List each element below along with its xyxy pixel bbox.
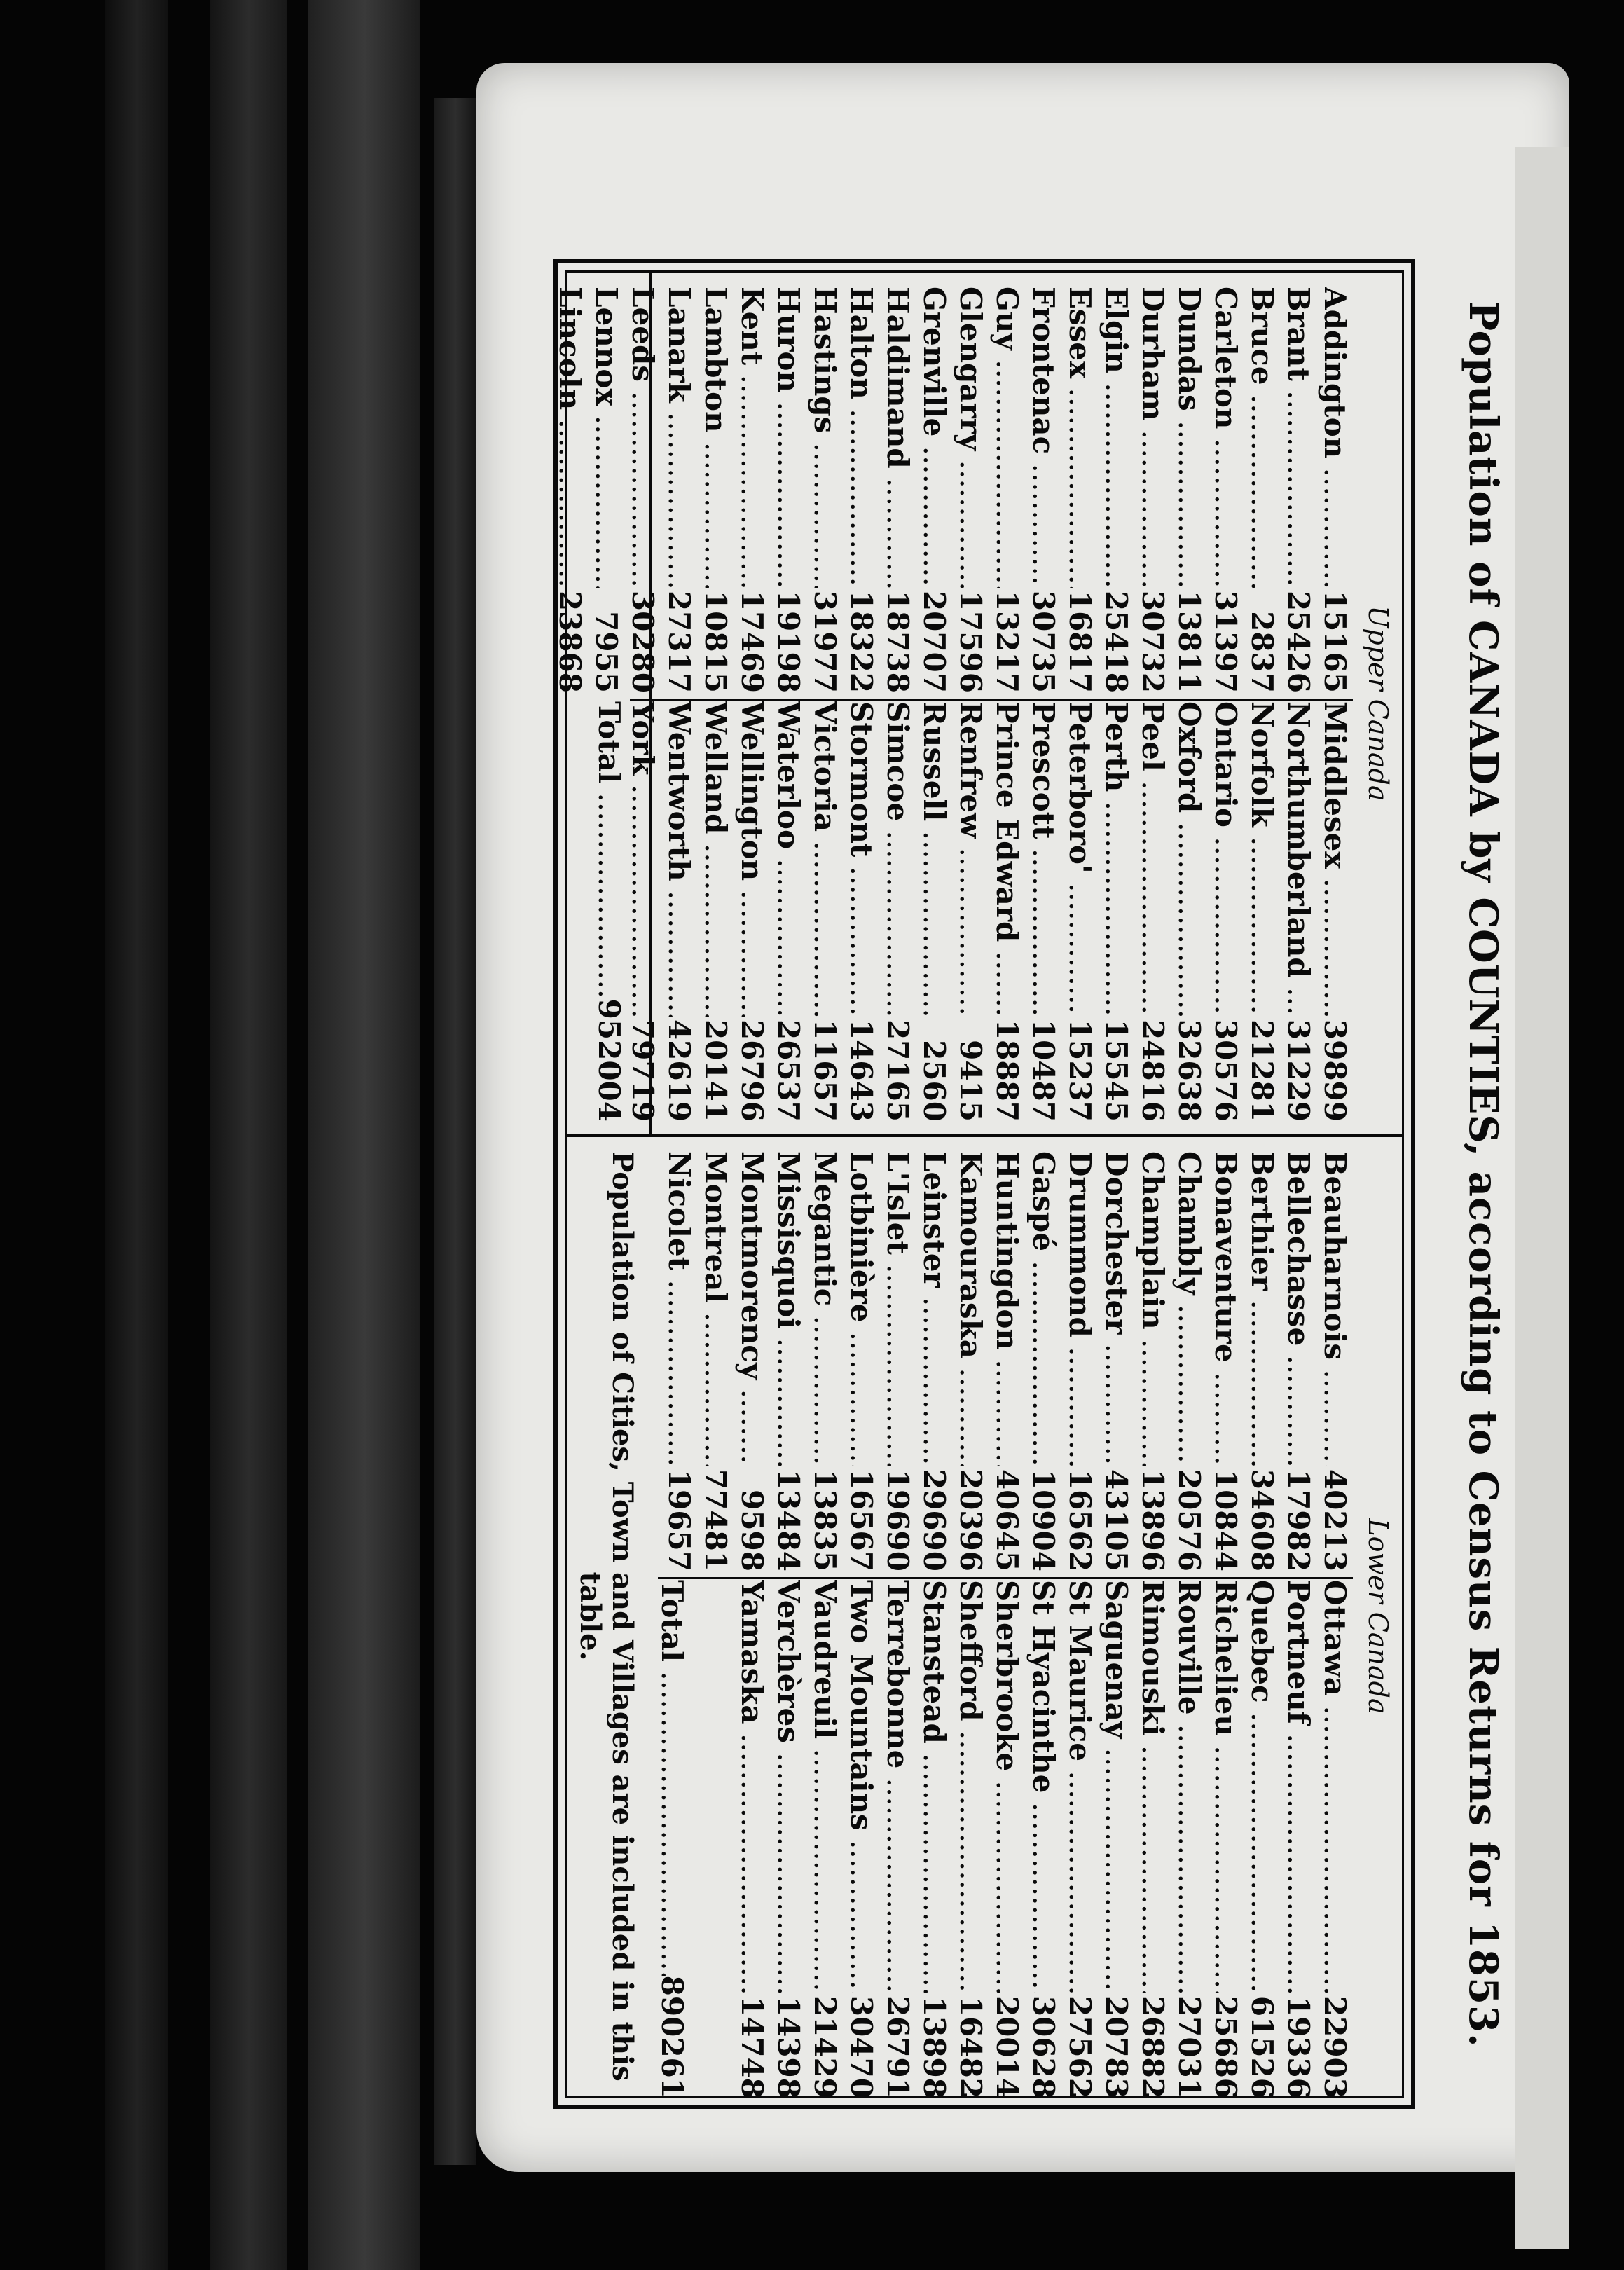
county-name: Lotbinière .....	[843, 1151, 879, 1466]
county-row	[1280, 701, 1316, 1122]
county-row	[661, 1151, 697, 1571]
county-population: 30732	[1136, 590, 1170, 693]
county-population: 19198	[771, 590, 806, 693]
county-name: York .....	[624, 701, 661, 1017]
county-name: Huron .....	[770, 287, 806, 588]
county-name: Bonaventure .....	[1207, 1151, 1244, 1466]
county-row	[1061, 701, 1098, 1122]
upper-canada-heading: Upper Canada	[1363, 605, 1394, 802]
county-name: Leeds .....	[624, 287, 661, 588]
county-name: Oxford .....	[1171, 701, 1207, 1017]
table-frame	[553, 259, 1415, 2109]
county-row	[1316, 701, 1353, 1122]
county-population: 13217	[990, 590, 1024, 693]
facing-page-edge	[1515, 147, 1569, 2249]
county-row	[952, 1151, 989, 1571]
county-name: Portneuf .....	[1280, 1580, 1316, 1993]
county-name: Sherbrooke .....	[989, 1580, 1025, 1993]
county-name: Montreal .....	[697, 1151, 734, 1466]
lower-canada-column-2	[658, 1580, 1353, 2098]
county-name: Essex .....	[1061, 287, 1098, 588]
county-row	[551, 287, 588, 693]
county-row	[806, 1151, 843, 1571]
county-name: Leinster .....	[916, 1151, 952, 1466]
total-label: Total .....	[591, 701, 627, 999]
county-row	[806, 701, 843, 1122]
county-name: Halton .....	[843, 287, 879, 588]
table-inner-border	[553, 270, 1404, 2098]
county-row	[770, 1580, 806, 2098]
book-spine-middle	[210, 0, 287, 2270]
county-row	[1244, 287, 1280, 693]
county-name: Lanark .....	[661, 287, 697, 588]
county-population: 26791	[881, 1995, 915, 2098]
county-name: Stormont .....	[843, 701, 879, 1017]
county-row	[989, 1151, 1025, 1571]
county-population: 13811	[1172, 590, 1206, 693]
county-population: 17469	[735, 590, 769, 693]
county-population: 20783	[1099, 1995, 1134, 2098]
county-name: Waterloo .....	[770, 701, 806, 1017]
county-population: 15165	[1318, 590, 1352, 693]
county-population: 13835	[808, 1468, 842, 1571]
county-population: 39899	[1318, 1019, 1352, 1122]
total-value: 890261	[655, 1975, 689, 2098]
county-row	[1280, 287, 1316, 693]
county-row	[734, 701, 770, 1122]
county-row	[1171, 1580, 1207, 2098]
county-name: Prescott .....	[1025, 701, 1061, 1017]
county-row	[734, 1580, 770, 2098]
county-row	[1280, 1580, 1316, 2098]
upper-canada-column-1	[553, 287, 1353, 701]
county-row	[1061, 1580, 1098, 2098]
county-row	[879, 287, 916, 693]
county-name: Norfolk .....	[1244, 701, 1280, 1017]
county-population: 16567	[844, 1468, 879, 1571]
county-population: 26537	[771, 1019, 806, 1122]
upper-canada-section	[553, 273, 1402, 1137]
county-population: 2837	[1245, 611, 1279, 693]
county-population: 30735	[1026, 590, 1061, 693]
county-name: Carleton .....	[1207, 287, 1244, 588]
county-row	[1316, 287, 1353, 693]
county-population: 43105	[1099, 1468, 1134, 1571]
county-population: 32638	[1172, 1019, 1206, 1122]
lower-canada-total	[654, 1580, 690, 2098]
county-name: Wellington .....	[734, 701, 770, 1017]
county-population: 10904	[1026, 1468, 1061, 1571]
county-population: 27317	[662, 590, 696, 693]
county-row	[697, 1151, 734, 1571]
total-label: Total .....	[654, 1580, 690, 1976]
county-population: 61526	[1245, 1995, 1279, 2098]
county-population: 25426	[1281, 590, 1316, 693]
county-name: Lennox .....	[588, 287, 624, 588]
county-population: 15545	[1099, 1019, 1134, 1122]
county-population: 30280	[626, 590, 660, 693]
county-name: Glengarry .....	[952, 287, 989, 588]
county-name: Haldimand .....	[879, 287, 916, 588]
county-population: 14398	[771, 1995, 806, 2098]
county-name: Prince Edward .....	[989, 701, 1025, 1017]
county-population: 9415	[954, 1040, 988, 1122]
county-row	[1244, 701, 1280, 1122]
county-name: Lambton .....	[697, 287, 734, 588]
county-name: Montmorency .....	[734, 1151, 770, 1466]
county-row	[1171, 1151, 1207, 1571]
county-name: Brant .....	[1280, 287, 1316, 588]
county-name: Kamouraska .....	[952, 1151, 989, 1466]
county-name: Peterboro' .....	[1061, 701, 1098, 1017]
county-name: Shefford .....	[952, 1580, 989, 1993]
county-name: Verchères .....	[770, 1580, 806, 1993]
county-row	[843, 287, 879, 693]
county-population: 40213	[1318, 1468, 1352, 1571]
county-population: 27562	[1063, 1995, 1097, 2098]
total-value: 952004	[592, 998, 626, 1122]
county-population: 30576	[1209, 1019, 1243, 1122]
county-population: 16482	[954, 1995, 988, 2098]
county-population: 31397	[1209, 590, 1243, 693]
county-population: 77481	[699, 1468, 733, 1571]
county-row	[1316, 1151, 1353, 1571]
upper-total-rule	[649, 273, 652, 1134]
county-row	[1098, 1151, 1134, 1571]
county-row	[697, 287, 734, 693]
county-row	[1098, 1580, 1134, 2098]
county-population: 2560	[917, 1040, 951, 1122]
county-name: Richelieu .....	[1207, 1580, 1244, 1993]
book-spine-left	[105, 0, 168, 2270]
county-name: Stanstead .....	[916, 1580, 952, 1993]
census-table-rotated	[553, 259, 1506, 2109]
county-row	[1244, 1151, 1280, 1571]
county-row	[770, 287, 806, 693]
county-row	[843, 1151, 879, 1571]
county-name: Guy .....	[989, 287, 1025, 588]
county-population: 10487	[1026, 1019, 1061, 1122]
lower-canada-section	[567, 1137, 1402, 2096]
county-row	[1134, 1151, 1171, 1571]
county-name: St Maurice .....	[1061, 1580, 1098, 1993]
county-name: Beauharnois .....	[1316, 1151, 1353, 1466]
county-name: Dorchester .....	[1098, 1151, 1134, 1466]
county-name: Welland .....	[697, 701, 734, 1017]
county-population: 7955	[589, 611, 624, 693]
county-population: 26796	[735, 1019, 769, 1122]
page-gutter	[434, 98, 476, 2165]
county-population: 20396	[954, 1468, 988, 1571]
county-population: 13898	[917, 1995, 951, 2098]
county-name: Missisquoi .....	[770, 1151, 806, 1466]
county-name: Renfrew .....	[952, 701, 989, 1017]
county-row	[1025, 287, 1061, 693]
page-title: Population of CANADA by COUNTIES, according to Census Returns for 1853.	[1460, 301, 1506, 2048]
county-population: 31229	[1281, 1019, 1316, 1122]
county-population: 24816	[1136, 1019, 1170, 1122]
county-row	[989, 1580, 1025, 2098]
county-name: Ottawa .....	[1316, 1580, 1353, 1993]
county-row	[1025, 1151, 1061, 1571]
county-row	[1025, 1580, 1061, 2098]
county-row	[916, 701, 952, 1122]
county-row	[916, 1580, 952, 2098]
county-row	[1207, 1151, 1244, 1571]
county-row	[843, 1580, 879, 2098]
county-population: 9598	[735, 1490, 769, 1571]
county-name: Addington .....	[1316, 287, 1353, 588]
county-name: Saguenay .....	[1098, 1580, 1134, 1993]
county-name: Kent .....	[734, 287, 770, 588]
county-name: Quebec .....	[1244, 1580, 1280, 1993]
county-population: 20141	[699, 1019, 733, 1122]
county-row	[1244, 1580, 1280, 2098]
county-population: 34608	[1245, 1468, 1279, 1571]
county-population: 18322	[844, 590, 879, 693]
county-name: Rouville .....	[1171, 1580, 1207, 1993]
county-row	[624, 287, 661, 693]
county-name: Berthier .....	[1244, 1151, 1280, 1466]
county-population: 20576	[1172, 1468, 1206, 1571]
county-row	[952, 1580, 989, 2098]
county-row	[879, 1580, 916, 2098]
county-row	[661, 287, 697, 693]
county-row	[806, 287, 843, 693]
upper-canada-column-2	[626, 701, 1353, 1122]
county-row	[989, 287, 1025, 693]
county-row	[1207, 1580, 1244, 2098]
county-population: 19690	[881, 1468, 915, 1571]
county-population: 14643	[844, 1019, 879, 1122]
county-population: 17982	[1281, 1468, 1316, 1571]
county-population: 14748	[735, 1995, 769, 2098]
county-name: Drummond .....	[1061, 1151, 1098, 1466]
county-name: Yamaska .....	[734, 1580, 770, 1993]
county-population: 30628	[1026, 1995, 1061, 2098]
county-name: Russell .....	[916, 701, 952, 1017]
county-row	[879, 1151, 916, 1571]
county-row	[1280, 1151, 1316, 1571]
county-row	[1134, 1580, 1171, 2098]
county-name: St Hyacinthe .....	[1025, 1580, 1061, 1993]
county-name: Frontenac .....	[1025, 287, 1061, 588]
county-row	[1134, 287, 1171, 693]
county-population: 27165	[881, 1019, 915, 1122]
county-row	[1207, 287, 1244, 693]
county-population: 16817	[1063, 590, 1097, 693]
county-name: Gaspé .....	[1025, 1151, 1061, 1466]
county-name: Wentworth .....	[661, 701, 697, 1017]
county-row	[1171, 287, 1207, 693]
county-name: Two Mountains .....	[843, 1580, 879, 1993]
county-population: 79719	[626, 1019, 660, 1122]
county-name: Megantic .....	[806, 1151, 843, 1466]
lower-canada-total-wrap	[655, 1580, 694, 2098]
county-population: 16562	[1063, 1468, 1097, 1571]
county-row	[1098, 287, 1134, 693]
county-name: Lincoln .....	[551, 287, 588, 588]
county-row	[1061, 1151, 1098, 1571]
county-population: 13484	[771, 1468, 806, 1571]
county-row	[952, 287, 989, 693]
county-row	[806, 1580, 843, 2098]
county-row	[952, 701, 989, 1122]
county-row	[843, 701, 879, 1122]
county-name: Peel .....	[1134, 701, 1171, 1017]
county-row	[697, 701, 734, 1122]
county-name: Rimouski .....	[1134, 1580, 1171, 1993]
county-population: 27031	[1172, 1995, 1206, 2098]
county-row	[1207, 701, 1244, 1122]
upper-canada-total-wrap	[592, 701, 631, 1122]
county-row	[879, 701, 916, 1122]
county-population: 22903	[1318, 1995, 1352, 2098]
county-row	[916, 1151, 952, 1571]
county-name: Vaudreuil .....	[806, 1580, 843, 1993]
county-name: Northumberland .....	[1280, 701, 1316, 1017]
county-name: Terrebonne .....	[879, 1580, 916, 1993]
county-row	[1061, 287, 1098, 693]
county-row	[916, 287, 952, 693]
county-name: Simcoe .....	[879, 701, 916, 1017]
county-population: 20014	[990, 1995, 1024, 2098]
county-population: 11657	[808, 1019, 842, 1122]
county-name: Durham .....	[1134, 287, 1171, 588]
lower-canada-column-1	[658, 1151, 1353, 1579]
county-row	[1171, 701, 1207, 1122]
county-population: 15237	[1063, 1019, 1097, 1122]
county-name: Huntingdon .....	[989, 1151, 1025, 1466]
county-name: Nicolet .....	[661, 1151, 697, 1466]
book-spine-edge	[308, 0, 420, 2270]
county-name: Champlain .....	[1134, 1151, 1171, 1466]
county-population: 21281	[1245, 1019, 1279, 1122]
county-population: 19657	[662, 1468, 696, 1571]
county-row	[734, 1151, 770, 1571]
county-population: 18887	[990, 1019, 1024, 1122]
county-row	[1134, 701, 1171, 1122]
county-population: 42619	[662, 1019, 696, 1122]
county-population: 29690	[917, 1468, 951, 1571]
county-name: Grenville .....	[916, 287, 952, 588]
county-row	[770, 701, 806, 1122]
county-row	[1025, 701, 1061, 1122]
county-row	[770, 1151, 806, 1571]
county-name: Elgin .....	[1098, 287, 1134, 588]
county-population: 13896	[1136, 1468, 1170, 1571]
county-population: 19336	[1281, 1995, 1316, 2098]
county-population: 17596	[954, 590, 988, 693]
upper-canada-total	[591, 701, 627, 1122]
footnote: Population of Cities, Town and Villages are included in this table.	[574, 1151, 639, 2082]
county-population: 40645	[990, 1468, 1024, 1571]
county-row	[588, 287, 624, 693]
county-population: 20707	[917, 590, 951, 693]
county-name: Hastings .....	[806, 287, 843, 588]
county-population: 30470	[844, 1995, 879, 2098]
county-population: 25418	[1099, 590, 1134, 693]
county-name: Chambly .....	[1171, 1151, 1207, 1466]
county-population: 10844	[1209, 1468, 1243, 1571]
lower-canada-heading: Lower Canada	[1363, 1518, 1394, 1714]
county-population: 10815	[699, 590, 733, 693]
county-row	[1098, 701, 1134, 1122]
county-row	[989, 701, 1025, 1122]
county-name: L'Islet .....	[879, 1151, 916, 1466]
county-row	[734, 287, 770, 693]
county-row	[1316, 1580, 1353, 2098]
county-name: Perth .....	[1098, 701, 1134, 1017]
county-population: 25686	[1209, 1995, 1243, 2098]
county-name: Victoria .....	[806, 701, 843, 1017]
county-population: 26882	[1136, 1995, 1170, 2098]
county-name: Middlesex .....	[1316, 701, 1353, 1017]
county-name: Ontario .....	[1207, 701, 1244, 1017]
county-population: 21429	[808, 1995, 842, 2098]
county-row	[661, 701, 697, 1122]
county-population: 18738	[881, 590, 915, 693]
county-name: Bellechasse .....	[1280, 1151, 1316, 1466]
county-name: Bruce .....	[1244, 287, 1280, 588]
county-name: Dundas .....	[1171, 287, 1207, 588]
county-population: 31977	[808, 590, 842, 693]
county-population: 23868	[553, 590, 587, 693]
